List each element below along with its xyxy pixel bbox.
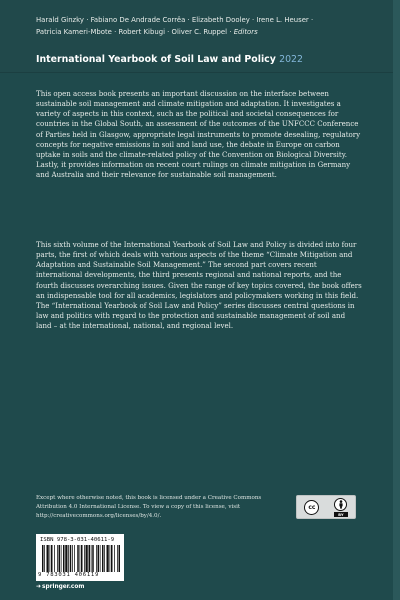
cc-by-license-badge xyxy=(296,495,356,519)
editors-names: Patricia Kameri-Mbote · Robert Kibugi · Oliver C. Ruppel xyxy=(36,27,228,36)
attribution-badge xyxy=(334,498,347,517)
barcode-bar xyxy=(119,545,121,572)
barcode-bar xyxy=(61,545,62,572)
cc-badge-text: cc xyxy=(308,503,316,511)
barcode-bar xyxy=(44,545,45,572)
barcode-bar xyxy=(102,545,104,572)
barcode-bar xyxy=(84,545,85,572)
license-text: Except where otherwise noted, this book is licensed under a Creative Commons Attribution 4.0 International License. To view a copy of this license, visit http://creativecommons.org/licenses/by/4.0/. xyxy=(36,495,262,519)
publisher-name: springer.com xyxy=(42,583,85,590)
barcode-bar xyxy=(100,545,101,572)
barcode-bar xyxy=(59,545,61,572)
editors-label: Editors xyxy=(233,27,258,36)
barcode-bar xyxy=(74,545,75,572)
barcode-bar xyxy=(54,545,55,572)
barcode-bar xyxy=(51,545,53,572)
barcode-bar xyxy=(68,545,69,572)
editors-line-1: Harald Ginzky · Fabiano De Andrade Corrêa · Elizabeth Dooley · Irene L. Heuser · xyxy=(36,16,314,24)
isbn-barcode xyxy=(36,534,124,581)
barcode-bar xyxy=(104,545,105,572)
barcode-bar xyxy=(42,545,44,572)
person-icon xyxy=(334,498,347,511)
spine-edge xyxy=(393,0,400,600)
editors-line-2 xyxy=(36,27,366,39)
barcode-bar xyxy=(81,545,83,572)
isbn-label: ISBN 978-3-031-40611-9 xyxy=(40,537,115,543)
barcode-bar xyxy=(98,545,100,572)
barcode-bar xyxy=(107,545,109,572)
barcode-bar xyxy=(72,545,73,572)
arrow-right-icon: ➜ xyxy=(36,583,42,590)
barcode-bar xyxy=(63,545,65,572)
barcode-bar xyxy=(89,545,91,572)
editors-separator: · xyxy=(229,27,234,36)
barcode-bar xyxy=(114,545,115,572)
barcode-bar xyxy=(110,545,111,572)
series-year: 2022 xyxy=(279,54,303,65)
barcode-digits: 9 783031 406119 xyxy=(38,572,100,578)
barcode-bar xyxy=(111,545,113,572)
barcode-bar xyxy=(77,545,79,572)
barcode-bar xyxy=(80,545,81,572)
barcode-bars xyxy=(42,545,120,572)
barcode-bar xyxy=(117,545,118,572)
creative-commons-icon xyxy=(304,500,319,515)
series-title-text: International Yearbook of Soil Law and Policy xyxy=(36,54,276,65)
editors-list xyxy=(36,15,366,38)
barcode-bar xyxy=(70,545,72,572)
barcode-bar xyxy=(92,545,94,572)
barcode-bar xyxy=(47,545,49,572)
barcode-bar xyxy=(86,545,88,572)
description-paragraph-2: This sixth volume of the International Yearbook of Soil Law and Policy is divided into four parts, the first of which deals with various aspects of the theme “Climate Mitigation and Adaptation and Sustainable Soil Management.” The second part covers recent international developments, the third presents regional and national reports, and the fourth discusses overarching issues. Given the range of key topics covered, the book offers an indispensable tool for all academics, legislators and policymakers working in this field. The “International Yearbook of Soil Law and Policy” series discusses central questions in law and politics with regard to the protection and sustainable management of soil and land – at the international, national, and regional level. xyxy=(36,240,362,331)
barcode-bar xyxy=(50,545,51,572)
publisher-link[interactable] xyxy=(36,583,84,590)
barcode-bar xyxy=(96,545,97,572)
series-title xyxy=(36,54,366,65)
by-badge-text: BY xyxy=(334,512,347,517)
barcode-bar xyxy=(65,545,67,572)
barcode-bar xyxy=(91,545,92,572)
barcode-bar xyxy=(57,545,58,572)
description-paragraph-1: This open access book presents an important discussion on the interface between sustainable soil management and climate mitigation and adaptation. It investigates a variety of aspects in this context, such as the political and societal consequences for countries in the Global South, an assessment of the outcomes of the UNFCCC Conference of Parties held in Glasgow, appropriate legal instruments to promote desealing, regulatory concepts for negative emissions in soil and land use, the debate in Europe on carbon uptake in soils and the climate-related policy of the Convention on Biological Diversity. Lastly, it provides information on recent court rulings on climate mitigation in Germany and Australia and their relevance for sustainable soil management. xyxy=(36,89,361,180)
